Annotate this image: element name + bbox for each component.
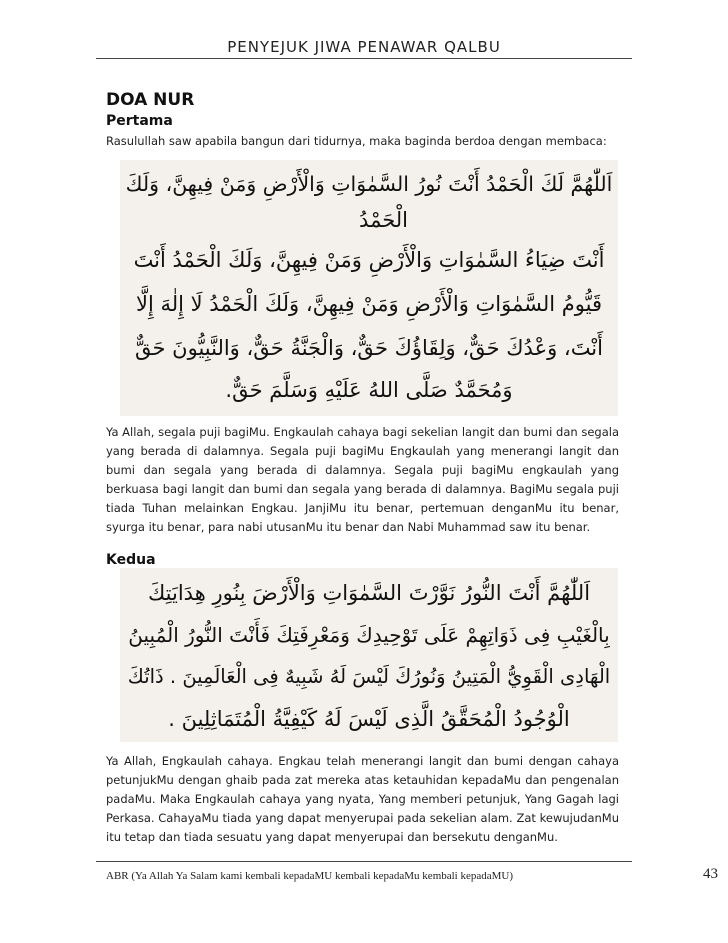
subtitle-pertama: Pertama (106, 113, 173, 129)
section-title: DOA NUR (106, 90, 195, 110)
intro-text: Rasulullah saw apabila bangun dari tidurnya, maka baginda berdoa dengan membaca: (106, 134, 607, 148)
arabic-line: الْوُجُودُ الْمُحَقَّقُ الَّذِى لَيْسَ لَهُ كَيْفِيَّةُ الْمُتَمَاثِلِينَ . (168, 707, 570, 731)
arabic-line: اَللّٰهُمَّ أَنْتَ النُّورُ نَوَّرْتَ السَّمٰوَاتِ وَالْأَرْضَ بِنُورِ هِدَايَتِكَ (147, 581, 591, 605)
translation-pertama: Ya Allah, segala puji bagiMu. Engkaulah cahaya bagi sekelian langit dan bumi dan segala yang berada di dalamnya. Segala puji bagiMu Engkaulah yang menerangi langit dan bumi dan segala yang berada di dalamnya. Segala puji bagiMu engkaulah yang berkuasa bagi langit dan bumi dan segala yang berada di dalamnya. BagiMu segala puji tiada Tuhan melainkan Engkau. JanjiMu itu benar, pertemuan denganMu itu benar, syurga itu benar, para nabi utusanMu itu benar dan Nabi Muhammad saw itu benar. (106, 425, 619, 534)
footer-divider (96, 861, 632, 862)
page-number: 43 (703, 866, 718, 882)
arabic-line: أَنْتَ ضِيَاءُ السَّمٰوَاتِ وَالْأَرْضِ وَمَنْ فِيهِنَّ، وَلَكَ الْحَمْدُ أَنْتَ (133, 248, 605, 272)
header-divider (96, 58, 632, 59)
translation-kedua: Ya Allah, Engkaulah cahaya. Engkau telah menerangi langit dan bumi dengan cahaya petunjukMu dengan ghaib pada zat mereka atas ketauhidan kepadaMu dan pengenalan padaMu. Maka Engkaulah cahaya yang nyata, Yang memberi petunjuk, Yang Gagah lagi Perkasa. CahayaMu tiada yang dapat menyerupai pada sekelian alam. Zat kewujudanMu itu tetap dan tiada sesuatu yang dapat menyerupai dan bersekutu denganMu. (106, 754, 619, 844)
arabic-line: الْحَمْدُ (359, 208, 408, 232)
arabic-prayer-kedua (120, 568, 618, 742)
arabic-line: أَنْتَ، وَعْدُكَ حَقٌّ، وَلِقَاؤُكَ حَقٌّ، وَالْجَنَّةُ حَقٌّ، وَالنَّبِيُّونَ حَقٌّ (135, 336, 603, 360)
arabic-line: اَللّٰهُمَّ لَكَ الْحَمْدُ أَنْتَ نُورُ السَّمٰوَاتِ وَالْأَرْضِ وَمَنْ فِيهِنَّ، وَلَكَ (125, 172, 613, 196)
arabic-prayer-pertama (120, 160, 618, 416)
arabic-line: الْهَادِى الْقَوِيُّ الْمَتِينُ وَنُورُكَ لَيْسَ لَهُ شَبِيهٌ فِى الْعَالَمِينَ . ذَاتُكَ (127, 665, 611, 688)
arabic-line: بِالْغَيْبِ فِى ذَوَاتِهِمْ عَلَى تَوْحِيدِكَ وَمَعْرِفَتِكَ فَأَنْتَ النُّورُ الْمُبِينُ (128, 623, 610, 647)
subtitle-kedua: Kedua (106, 552, 156, 568)
running-footer: ABR (Ya Allah Ya Salam kami kembali kepadaMU kembali kepadaMu kembali kepadaMU) (106, 870, 514, 882)
running-header: PENYEJUK JIWA PENAWAR QALBU (227, 38, 501, 56)
arabic-line: قَيُّومُ السَّمٰوَاتِ وَالْأَرْضِ وَمَنْ فِيهِنَّ، وَلَكَ الْحَمْدُ لَا إِلٰهَ إِلَّا (135, 292, 602, 316)
arabic-line: وَمُحَمَّدٌ صَلَّى اللهُ عَلَيْهِ وَسَلَّمَ حَقٌّ. (225, 378, 513, 402)
